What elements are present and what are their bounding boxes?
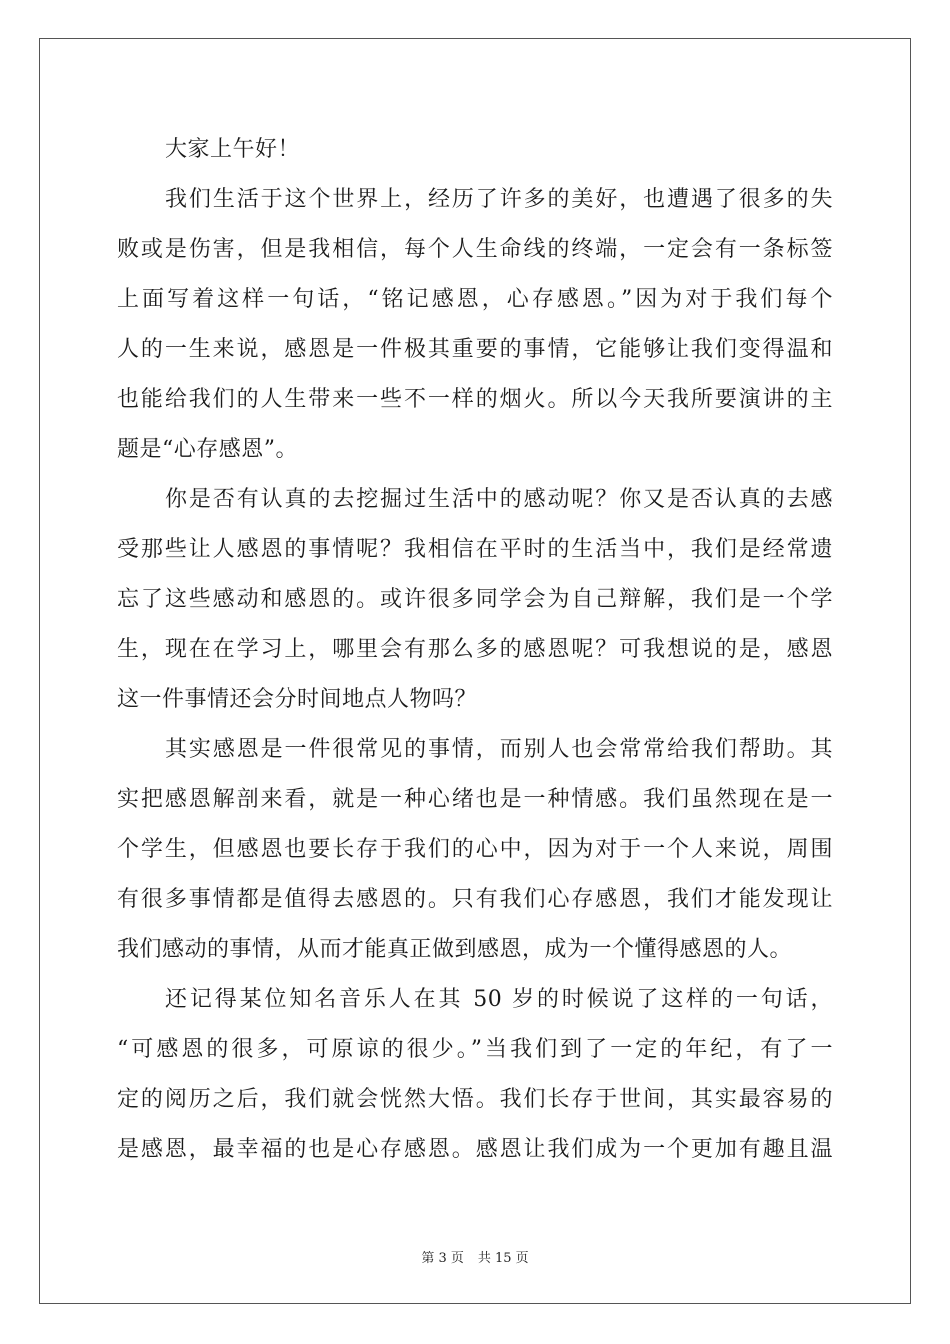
page-footer xyxy=(0,1247,950,1266)
page-number: 第 3 页 xyxy=(421,1251,464,1266)
paragraph-line: 还记得某位知名音乐人在其 50 岁的时候说了这样的一句话， xyxy=(165,987,833,1012)
paragraph-line: 你是否有认真的去挖掘过生活中的感动呢？你又是否认真的去感 xyxy=(165,487,833,512)
document-body xyxy=(117,125,833,1175)
paragraph-line: 也能给我们的人生带来一些不一样的烟火。所以今天我所要演讲的主 xyxy=(117,387,833,412)
paragraph-line: 我们感动的事情，从而才能真正做到感恩，成为一个懂得感恩的人。 xyxy=(117,937,793,962)
paragraph-line: 实把感恩解剖来看，就是一种心绪也是一种情感。我们虽然现在是一 xyxy=(117,787,833,812)
greeting-line: 大家上午好！ xyxy=(165,137,301,162)
paragraph-line: 这一件事情还会分时间地点人物吗？ xyxy=(117,687,478,712)
paragraph-line: 败或是伤害，但是我相信，每个人生命线的终端，一定会有一条标签 xyxy=(117,237,833,262)
paragraph-line: “可感恩的很多，可原谅的很少。”当我们到了一定的年纪，有了一 xyxy=(117,1037,833,1062)
page-total: 共 15 页 xyxy=(477,1251,529,1266)
paragraph-line: 个学生，但感恩也要长存于我们的心中，因为对于一个人来说，周围 xyxy=(117,837,833,862)
paragraph-line: 忘了这些感动和感恩的。或许很多同学会为自己辩解，我们是一个学 xyxy=(117,587,833,612)
paragraph-line: 是感恩，最幸福的也是心存感恩。感恩让我们成为一个更加有趣且温 xyxy=(117,1137,833,1162)
paragraph-line: 上面写着这样一句话，“铭记感恩，心存感恩。”因为对于我们每个 xyxy=(117,287,833,312)
paragraph-line: 生，现在在学习上，哪里会有那么多的感恩呢？可我想说的是，感恩 xyxy=(117,637,833,662)
paragraph-line: 我们生活于这个世界上，经历了许多的美好，也遭遇了很多的失 xyxy=(165,187,833,212)
paragraph-line: 题是“心存感恩”。 xyxy=(117,437,298,462)
paragraph-line: 其实感恩是一件很常见的事情，而别人也会常常给我们帮助。其 xyxy=(165,737,833,762)
paragraph-line: 定的阅历之后，我们就会恍然大悟。我们长存于世间，其实最容易的 xyxy=(117,1087,833,1112)
paragraph-line: 受那些让人感恩的事情呢？我相信在平时的生活当中，我们是经常遗 xyxy=(117,537,833,562)
paragraph-line: 人的一生来说，感恩是一件极其重要的事情，它能够让我们变得温和 xyxy=(117,337,833,362)
paragraph-line: 有很多事情都是值得去感恩的。只有我们心存感恩，我们才能发现让 xyxy=(117,887,833,912)
